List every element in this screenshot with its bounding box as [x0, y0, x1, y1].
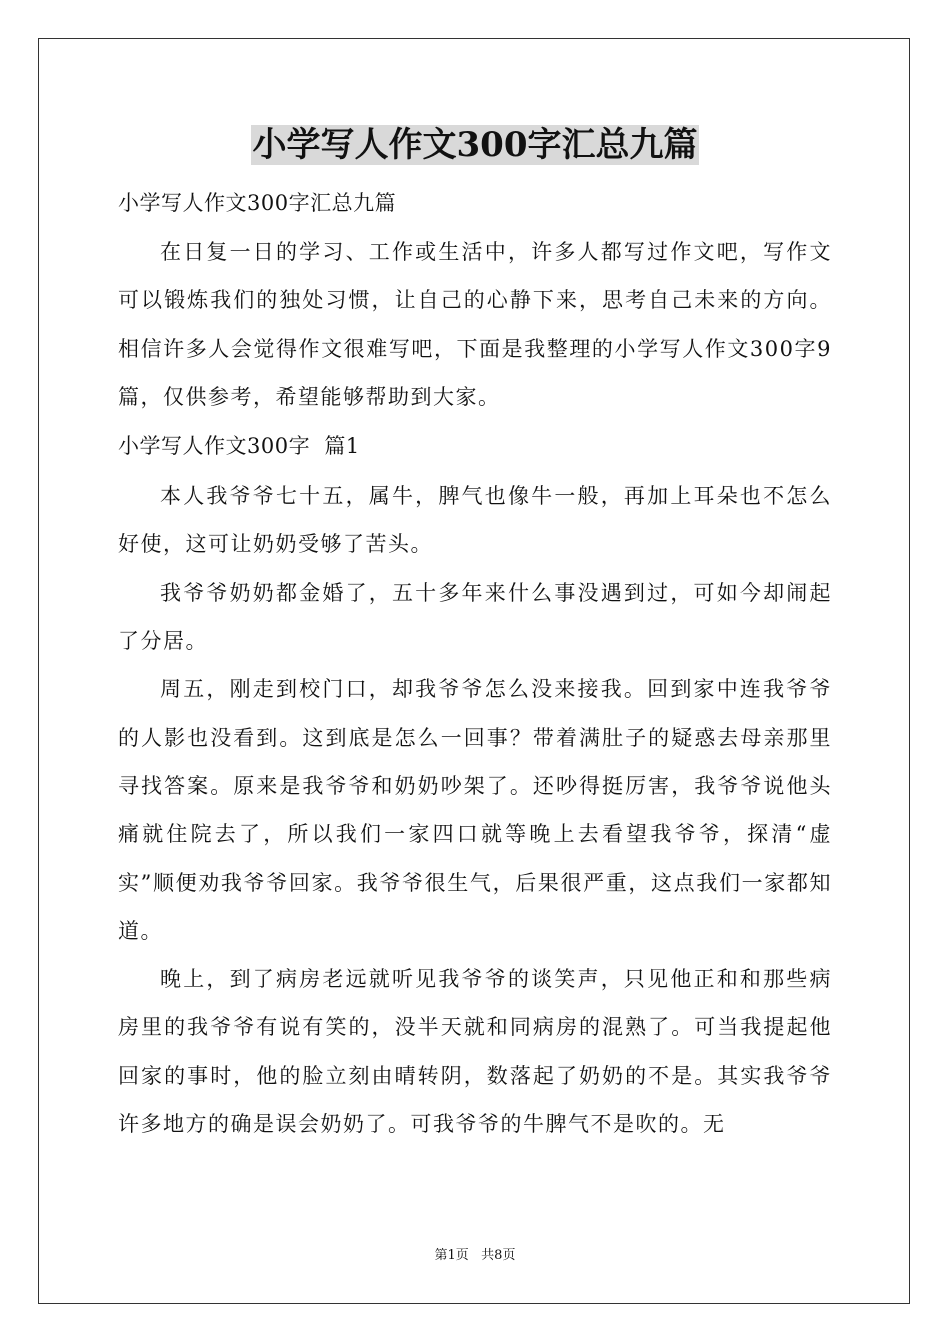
body-paragraph-2: 我爷爷奶奶都金婚了，五十多年来什么事没遇到过，可如今却闹起了分居。 [118, 580, 832, 654]
document-body [118, 120, 832, 1148]
document-title-text: 小学写人作文300字汇总九篇 [252, 125, 698, 165]
body-paragraph-1: 本人我爷爷七十五，属牛，脾气也像牛一般，再加上耳朵也不怎么好使，这可让奶奶受够了苦头。 [118, 484, 832, 557]
page-footer [0, 1246, 950, 1266]
body-paragraph-4: 晚上，到了病房老远就听见我爷爷的谈笑声，只见他正和和那些病房里的我爷爷有说有笑的，没半天就和同病房的混熟了。可当我提起他回家的事时，他的脸立刻由晴转阴，数落起了奶奶的不是。其实我爷爷许多地方的确是误会奶奶了。可我爷爷的牛脾气不是吹的。无 [118, 967, 832, 1137]
body-paragraph-3: 周五，刚走到校门口，却我爷爷怎么没来接我。回到家中连我爷爷的人影也没看到。这到底是怎么一回事？带着满肚子的疑惑去母亲那里寻找答案。原来是我爷爷和奶奶吵架了。还吵得挺厉害，我爷爷说他头痛就住院去了，所以我们一家四口就等晚上去看望我爷爷，探清“虚实”顺便劝我爷爷回家。我爷爷很生气，后果很严重，这点我们一家都知道。 [118, 677, 832, 943]
document-title [118, 120, 832, 170]
page-number: 第1页 共8页 [434, 1248, 516, 1263]
section-heading: 小学写人作文300字 篇1 [118, 434, 360, 459]
intro-paragraph: 在日复一日的学习、工作或生活中，许多人都写过作文吧，写作文可以锻炼我们的独处习惯，让自己的心静下来，思考自己未来的方向。相信许多人会觉得作文很难写吧，下面是我整理的小学写人作文300字9篇，仅供参考，希望能够帮助到大家。 [118, 240, 832, 409]
document-subtitle: 小学写人作文300字汇总九篇 [118, 191, 397, 215]
